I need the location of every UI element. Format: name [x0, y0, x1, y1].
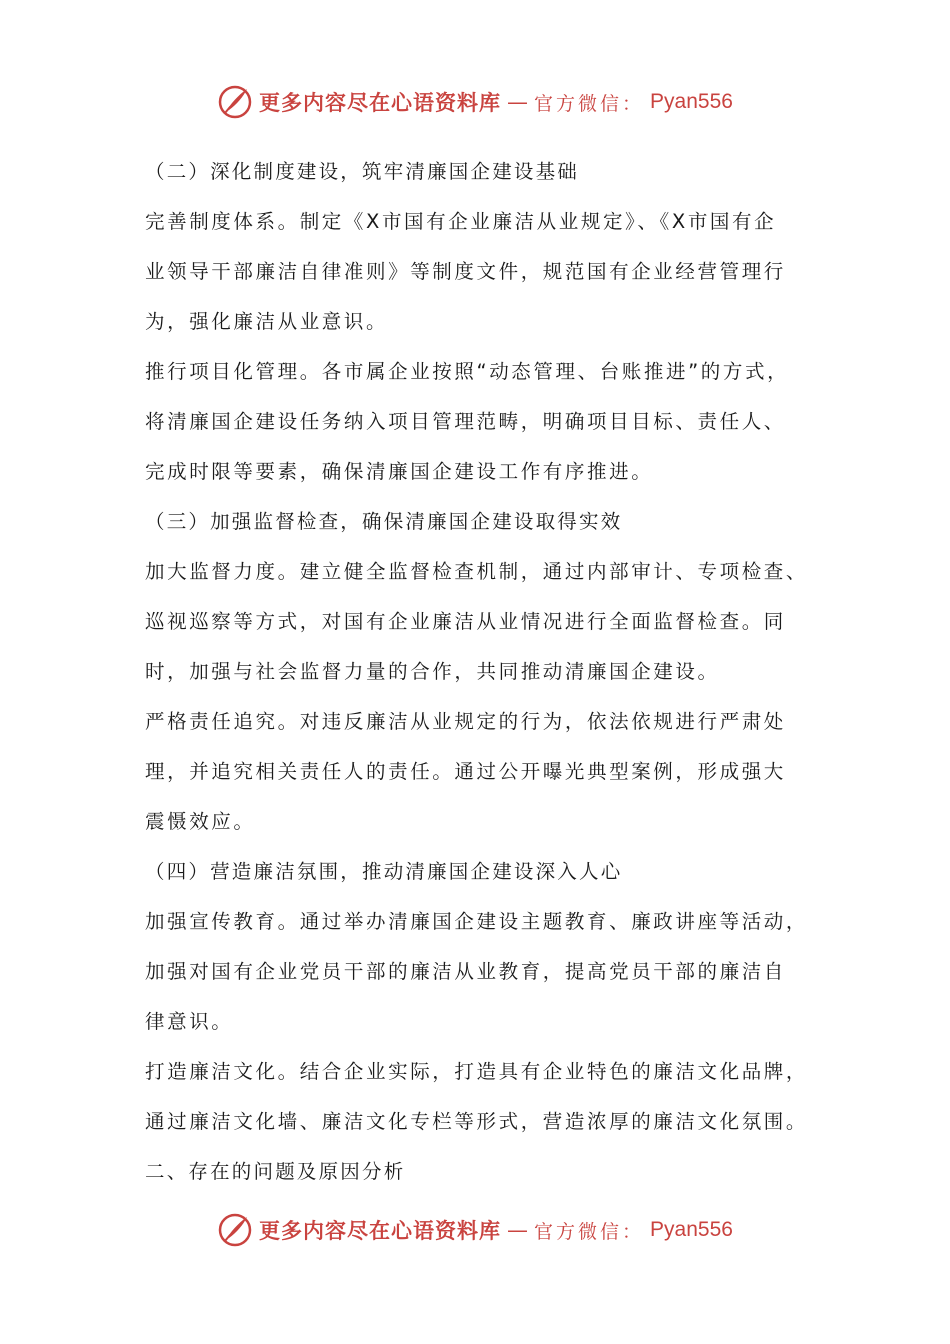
paragraph-line: 加强宣传教育。通过举办清廉国企建设主题教育、廉政讲座等活动， [145, 910, 809, 933]
paragraph-line: 打造廉洁文化。结合企业实际，打造具有企业特色的廉洁文化品牌， [145, 1060, 809, 1083]
banner-wechat-id: Pyan556 [650, 90, 733, 113]
paragraph-line: 将清廉国企建设任务纳入项目管理范畴，明确项目目标、责任人、 [145, 410, 786, 433]
quill-logo-icon [217, 1212, 253, 1248]
paragraph-line: 完成时限等要素，确保清廉国企建设工作有序推进。 [145, 460, 654, 483]
banner-slogan: 更多内容尽在心语资料库 [259, 1218, 502, 1243]
banner-separator: — [507, 90, 529, 114]
paragraph-line: 通过廉洁文化墙、廉洁文化专栏等形式，营造浓厚的廉洁文化氛围。 [145, 1110, 809, 1133]
banner-wechat-label: 官方微信： [534, 92, 645, 115]
paragraph-line: 严格责任追究。对违反廉洁从业规定的行为，依法依规进行严肃处 [145, 710, 786, 733]
document-body [145, 147, 835, 1197]
banner-wechat-id: Pyan556 [650, 1218, 733, 1241]
paragraph-line: 完善制度体系。制定《X市国有企业廉洁从业规定》、《X市国有企 [145, 210, 777, 233]
paragraph-line: 推行项目化管理。各市属企业按照“动态管理、台账推进”的方式， [145, 360, 790, 383]
section-heading: （二）深化制度建设，筑牢清廉国企建设基础 [145, 160, 580, 183]
paragraph-line: 时，加强与社会监督力量的合作，共同推动清廉国企建设。 [145, 660, 720, 683]
banner-slogan: 更多内容尽在心语资料库 [259, 90, 502, 115]
banner-separator: — [507, 1218, 529, 1242]
section-heading: （三）加强监督检查，确保清廉国企建设取得实效 [145, 510, 623, 533]
chapter-heading: 二、存在的问题及原因分析 [145, 1160, 406, 1183]
paragraph-line: 巡视巡察等方式，对国有企业廉洁从业情况进行全面监督检查。同 [145, 610, 786, 633]
paragraph-line: 加大监督力度。建立健全监督检查机制，通过内部审计、专项检查、 [145, 560, 809, 583]
paragraph-line: 理，并追究相关责任人的责任。通过公开曝光典型案例，形成强大 [145, 760, 786, 783]
section-heading: （四）营造廉洁氛围，推动清廉国企建设深入人心 [145, 860, 623, 883]
quill-logo-icon [217, 84, 253, 120]
paragraph-line: 业领导干部廉洁自律准则》等制度文件，规范国有企业经营管理行 [145, 260, 786, 283]
paragraph-line: 加强对国有企业党员干部的廉洁从业教育，提高党员干部的廉洁自 [145, 960, 786, 983]
paragraph-line: 震慑效应。 [145, 810, 256, 833]
banner-wechat-label: 官方微信： [534, 1220, 645, 1243]
paragraph-line: 律意识。 [145, 1010, 234, 1033]
header-banner [0, 82, 950, 122]
footer-banner [0, 1210, 950, 1250]
paragraph-line: 为，强化廉洁从业意识。 [145, 310, 389, 333]
